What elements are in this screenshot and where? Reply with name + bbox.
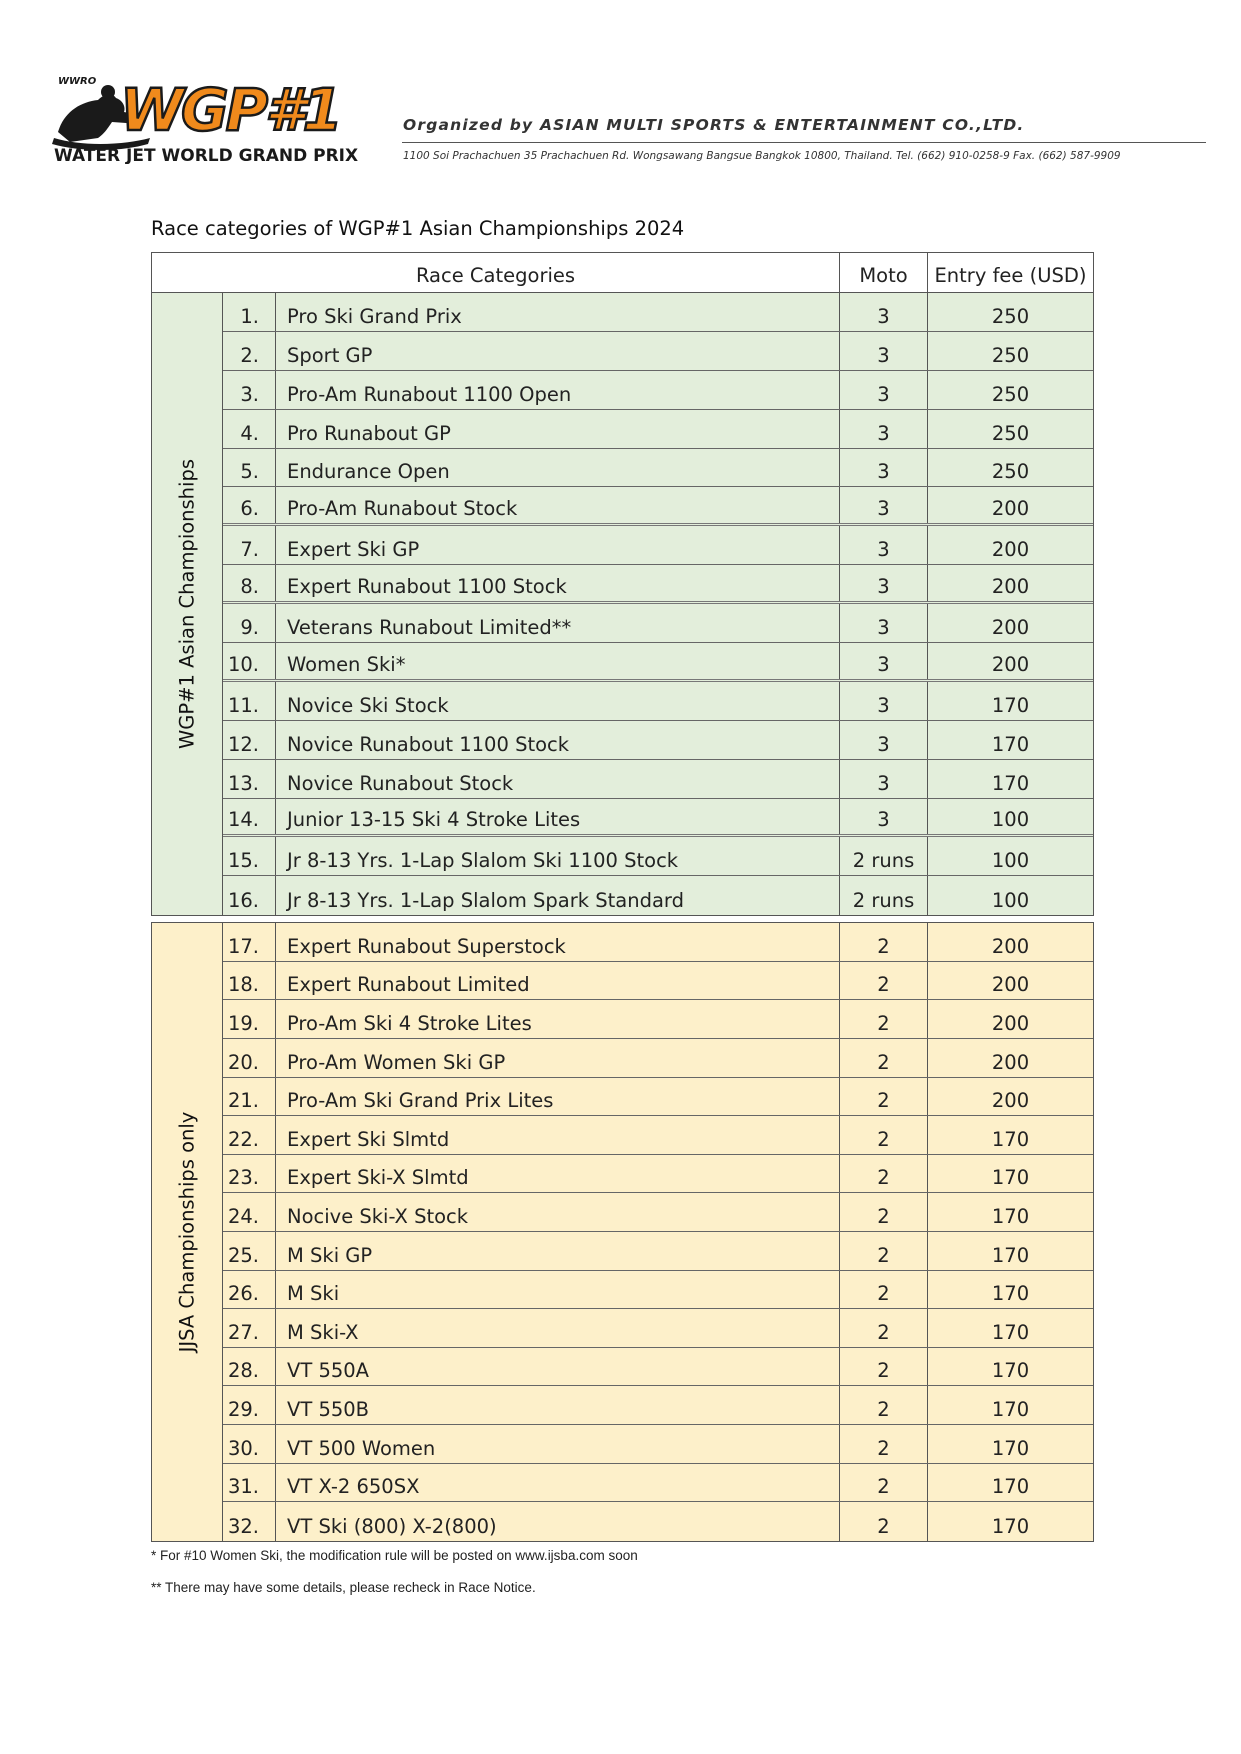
category-name: Veterans Runabout Limited**: [275, 604, 839, 642]
row-number: 18.: [227, 973, 259, 997]
entry-fee-value: 200: [927, 526, 1093, 564]
moto-value: 2: [839, 1232, 927, 1270]
moto-value: 2: [839, 1271, 927, 1309]
moto-value: 2: [839, 1348, 927, 1386]
row-number: 22.: [227, 1127, 259, 1151]
table-row: [223, 410, 1093, 449]
table-row: [223, 799, 1093, 838]
moto-value: 2: [839, 1155, 927, 1193]
entry-fee-value: 250: [927, 293, 1093, 331]
race-categories-table: [151, 252, 1094, 1542]
category-name: Women Ski*: [275, 643, 839, 679]
row-number: 3.: [240, 382, 259, 406]
page-title: Race categories of WGP#1 Asian Championships 2024: [151, 217, 685, 240]
row-number: 26.: [227, 1282, 259, 1306]
moto-value: 2 runs: [839, 876, 927, 915]
category-name: Junior 13-15 Ski 4 Stroke Lites: [275, 799, 839, 835]
group-label: JJSA Championships only: [175, 1111, 199, 1353]
moto-value: 3: [839, 487, 927, 523]
group-label: WGP#1 Asian Championships: [175, 459, 199, 750]
table-row: [223, 1116, 1093, 1155]
category-name: Pro Runabout GP: [275, 410, 839, 448]
group-rows: [223, 923, 1093, 1541]
category-name: Expert Ski-X Slmtd: [275, 1155, 839, 1193]
row-number: 4.: [240, 421, 259, 445]
entry-fee-value: 170: [927, 1155, 1093, 1193]
category-name: VT 550A: [275, 1348, 839, 1386]
table-row: [223, 1000, 1093, 1039]
moto-value: 2: [839, 1078, 927, 1116]
moto-value: 3: [839, 565, 927, 601]
table-row: [223, 1271, 1093, 1310]
row-number: 23.: [227, 1166, 259, 1190]
moto-value: 2: [839, 1502, 927, 1541]
entry-fee-value: 100: [927, 799, 1093, 835]
table-row: [223, 1155, 1093, 1194]
row-number: 2.: [240, 343, 259, 367]
row-number: 21.: [227, 1089, 259, 1113]
entry-fee-value: 200: [927, 923, 1093, 961]
row-number: 25.: [227, 1243, 259, 1267]
entry-fee-value: 200: [927, 565, 1093, 601]
row-number: 7.: [240, 538, 259, 562]
entry-fee-value: 170: [927, 682, 1093, 720]
moto-value: 3: [839, 799, 927, 835]
moto-value: 2: [839, 962, 927, 1000]
moto-value: 2: [839, 1000, 927, 1038]
moto-value: 2 runs: [839, 837, 927, 875]
table-row: [223, 721, 1093, 760]
moto-value: 2: [839, 1386, 927, 1424]
entry-fee-value: 170: [927, 1464, 1093, 1502]
table-row: [223, 876, 1093, 915]
moto-value: 2: [839, 1039, 927, 1077]
header-divider: [402, 142, 1206, 143]
entry-fee-value: 100: [927, 837, 1093, 875]
entry-fee-value: 170: [927, 1271, 1093, 1309]
entry-fee-value: 250: [927, 332, 1093, 370]
entry-fee-value: 100: [927, 876, 1093, 915]
category-name: Pro-Am Women Ski GP: [275, 1039, 839, 1077]
footnote-women-ski: * For #10 Women Ski, the modification rule will be posted on www.ijsba.com soon: [151, 1548, 638, 1563]
moto-value: 3: [839, 332, 927, 370]
table-row: [223, 682, 1093, 721]
table-row: [223, 1078, 1093, 1117]
entry-fee-value: 170: [927, 1232, 1093, 1270]
table-row: [223, 487, 1093, 526]
entry-fee-value: 170: [927, 1425, 1093, 1463]
moto-value: 2: [839, 1309, 927, 1347]
row-number: 17.: [227, 934, 259, 958]
row-number: 31.: [227, 1475, 259, 1499]
category-name: Pro-Am Ski Grand Prix Lites: [275, 1078, 839, 1116]
entry-fee-value: 170: [927, 1309, 1093, 1347]
category-name: Pro-Am Runabout Stock: [275, 487, 839, 523]
entry-fee-value: 200: [927, 604, 1093, 642]
entry-fee-value: 250: [927, 410, 1093, 448]
row-number: 8.: [240, 575, 259, 599]
header-race-categories: Race Categories: [415, 264, 576, 287]
table-row: [223, 837, 1093, 876]
table-row: [223, 565, 1093, 604]
table-row: [223, 1193, 1093, 1232]
entry-fee-value: 170: [927, 1116, 1093, 1154]
row-number: 9.: [240, 616, 259, 640]
category-name: Sport GP: [275, 332, 839, 370]
table-row: [223, 449, 1093, 488]
moto-value: 3: [839, 410, 927, 448]
entry-fee-value: 170: [927, 1386, 1093, 1424]
moto-value: 3: [839, 526, 927, 564]
entry-fee-value: 200: [927, 1078, 1093, 1116]
table-row: [223, 962, 1093, 1001]
table-row: [223, 1386, 1093, 1425]
moto-value: 3: [839, 293, 927, 331]
row-number: 10.: [227, 652, 259, 676]
category-name: Expert Ski GP: [275, 526, 839, 564]
header-moto: Moto: [839, 253, 927, 292]
category-name: M Ski: [275, 1271, 839, 1309]
table-row: [223, 293, 1093, 332]
moto-value: 2: [839, 1464, 927, 1502]
category-name: Expert Runabout Superstock: [275, 923, 839, 961]
row-number: 13.: [227, 771, 259, 795]
category-name: Expert Runabout Limited: [275, 962, 839, 1000]
entry-fee-value: 250: [927, 449, 1093, 487]
moto-value: 3: [839, 682, 927, 720]
category-name: Expert Runabout 1100 Stock: [275, 565, 839, 601]
row-number: 15.: [227, 849, 259, 873]
category-name: Novice Ski Stock: [275, 682, 839, 720]
svg-text:WWRO: WWRO: [58, 76, 97, 87]
row-number: 28.: [227, 1359, 259, 1383]
row-number: 27.: [227, 1320, 259, 1344]
group-wgp1-asian: [151, 293, 1094, 916]
row-number: 5.: [240, 460, 259, 484]
row-number: 30.: [227, 1436, 259, 1460]
category-name: Novice Runabout Stock: [275, 760, 839, 798]
entry-fee-value: 200: [927, 962, 1093, 1000]
entry-fee-value: 200: [927, 1000, 1093, 1038]
row-number: 12.: [227, 732, 259, 756]
table-row: [223, 1039, 1093, 1078]
table-row: [223, 1232, 1093, 1271]
row-number: 20.: [227, 1050, 259, 1074]
row-number: 24.: [227, 1205, 259, 1228]
group-jjsa-only: [151, 922, 1094, 1542]
row-number: 6.: [240, 497, 259, 521]
table-row: [223, 1348, 1093, 1387]
entry-fee-value: 170: [927, 760, 1093, 798]
table-row: [223, 1425, 1093, 1464]
category-name: M Ski GP: [275, 1232, 839, 1270]
table-row: [223, 760, 1093, 799]
wgp1-logo: [50, 72, 390, 164]
moto-value: 3: [839, 760, 927, 798]
row-number: 29.: [227, 1397, 259, 1421]
row-number: 19.: [227, 1012, 259, 1036]
svg-text:WGP#1: WGP#1: [120, 76, 340, 144]
category-name: Pro-Am Ski 4 Stroke Lites: [275, 1000, 839, 1038]
category-name: Nocive Ski-X Stock: [275, 1193, 839, 1231]
category-name: VT X-2 650SX: [275, 1464, 839, 1502]
organizer-address: 1100 Soi Prachachuen 35 Prachachuen Rd. Wongsawang Bangsue Bangkok 10800, Thailand. Tel. (662) 910-0258-9 Fax. (662) 587-9909: [403, 150, 1121, 162]
entry-fee-value: 200: [927, 1039, 1093, 1077]
jet-ski-logo-graphic: [50, 72, 390, 164]
table-row: [223, 923, 1093, 962]
entry-fee-value: 250: [927, 371, 1093, 409]
category-name: Pro Ski Grand Prix: [275, 293, 839, 331]
moto-value: 3: [839, 643, 927, 679]
row-number: 11.: [227, 693, 259, 717]
category-name: Endurance Open: [275, 449, 839, 487]
entry-fee-value: 200: [927, 643, 1093, 679]
category-name: VT Ski (800) X-2(800): [275, 1502, 839, 1541]
row-number: 14.: [227, 808, 259, 832]
category-name: VT 500 Women: [275, 1425, 839, 1463]
category-name: Pro-Am Runabout 1100 Open: [275, 371, 839, 409]
table-row: [223, 526, 1093, 565]
entry-fee-value: 170: [927, 1348, 1093, 1386]
entry-fee-value: 170: [927, 721, 1093, 759]
group-side-cell: [152, 923, 223, 1541]
row-number: 16.: [227, 889, 259, 913]
organizer-line: Organized by ASIAN MULTI SPORTS & ENTERTAINMENT CO.,LTD.: [403, 116, 1025, 134]
entry-fee-value: 170: [927, 1502, 1093, 1541]
moto-value: 3: [839, 371, 927, 409]
category-name: Novice Runabout 1100 Stock: [275, 721, 839, 759]
moto-value: 3: [839, 449, 927, 487]
category-name: Jr 8-13 Yrs. 1-Lap Slalom Ski 1100 Stock: [275, 837, 839, 875]
header-entry-fee: Entry fee (USD): [927, 253, 1093, 292]
table-row: [223, 371, 1093, 410]
row-number: 1.: [240, 304, 259, 328]
moto-value: 2: [839, 923, 927, 961]
moto-value: 3: [839, 604, 927, 642]
table-row: [223, 1309, 1093, 1348]
group-side-cell: [152, 293, 223, 915]
category-name: VT 550B: [275, 1386, 839, 1424]
entry-fee-value: 170: [927, 1193, 1093, 1231]
moto-value: 2: [839, 1116, 927, 1154]
table-row: [223, 332, 1093, 371]
svg-text:WATER JET WORLD GRAND PRIX: WATER JET WORLD GRAND PRIX: [54, 146, 359, 164]
moto-value: 3: [839, 721, 927, 759]
table-row: [223, 1502, 1093, 1541]
table-row: [223, 604, 1093, 643]
table-row: [223, 643, 1093, 682]
category-name: M Ski-X: [275, 1309, 839, 1347]
table-header-row: [151, 252, 1094, 293]
group-rows: [223, 293, 1093, 915]
moto-value: 2: [839, 1193, 927, 1231]
table-row: [223, 1464, 1093, 1503]
category-name: Expert Ski Slmtd: [275, 1116, 839, 1154]
moto-value: 2: [839, 1425, 927, 1463]
category-name: Jr 8-13 Yrs. 1-Lap Slalom Spark Standard: [275, 876, 839, 915]
footnote-race-notice: ** There may have some details, please recheck in Race Notice.: [151, 1580, 536, 1595]
row-number: 32.: [227, 1514, 259, 1538]
entry-fee-value: 200: [927, 487, 1093, 523]
